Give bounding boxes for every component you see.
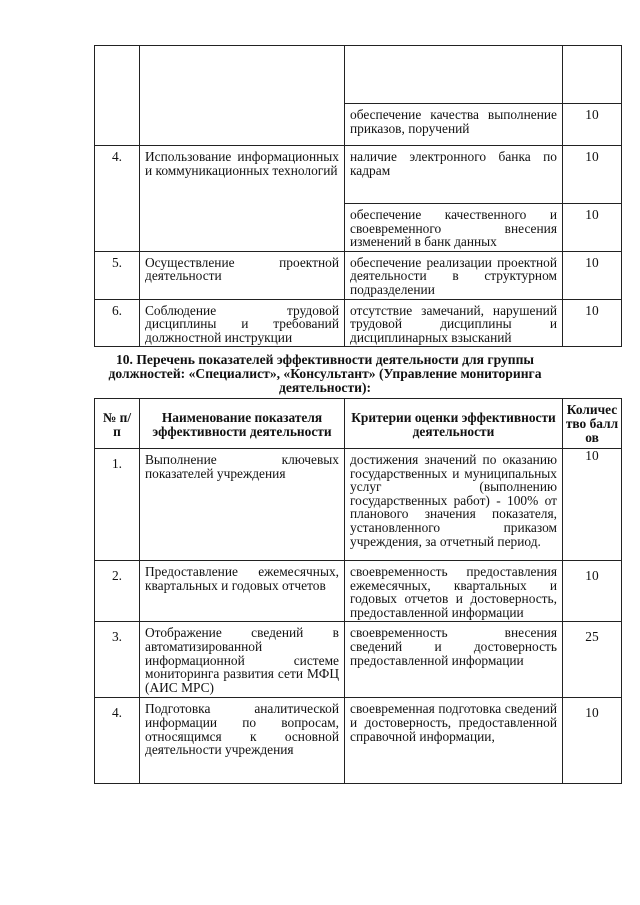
table-row	[95, 449, 622, 561]
score-cell: 10	[563, 449, 622, 561]
table-row	[95, 561, 622, 622]
row-number: 4.	[95, 146, 140, 252]
criteria-cell: обеспечение реализации проектной деятельности в структурном подразделении	[345, 251, 563, 299]
header-name: Наименование показателя эффективности деятельности	[140, 399, 345, 449]
table-row	[95, 251, 622, 299]
row-number: 6.	[95, 299, 140, 347]
criteria-cell: наличие электронного банка по кадрам	[345, 146, 563, 204]
row-number: 2.	[95, 561, 140, 622]
criteria-cell	[345, 46, 563, 104]
score-cell: 10	[563, 104, 622, 146]
row-number: 3.	[95, 622, 140, 698]
criteria-cell: своевременная подготовка сведений и достоверность, предоставленной справочной информации,	[345, 698, 563, 784]
score-cell: 10	[563, 299, 622, 347]
criteria-cell: своевременность внесения сведений и достоверность предоставленной информации	[345, 622, 563, 698]
table-header-row	[95, 399, 622, 449]
row-number: 1.	[95, 449, 140, 561]
score-cell: 10	[563, 204, 622, 252]
score-cell: 25	[563, 622, 622, 698]
indicator-name: Соблюдение трудовой дисциплины и требований должностной инструкции	[140, 299, 345, 347]
header-num: № п/п	[95, 399, 140, 449]
table-row	[95, 622, 622, 698]
criteria-cell: отсутствие замечаний, нарушений трудовой дисциплины и дисциплинарных взысканий	[345, 299, 563, 347]
criteria-cell: обеспечение качественного и своевременного внесения изменений в банк данных	[345, 204, 563, 252]
indicator-name: Отображение сведений в автоматизированной информационной системе мониторинга развития сети МФЦ (АИС МРС)	[140, 622, 345, 698]
kpi-table-continued	[94, 45, 622, 347]
row-number: 4.	[95, 698, 140, 784]
criteria-cell: своевременность предоставления ежемесячных, квартальных и годовых отчетов и достоверность, предоставленной информации	[345, 561, 563, 622]
score-cell: 10	[563, 698, 622, 784]
header-score: Количество баллов	[563, 399, 622, 449]
criteria-cell: обеспечение качества выполнение приказов, поручений	[345, 104, 563, 146]
indicator-name: Осуществление проектной деятельности	[140, 251, 345, 299]
row-number	[95, 46, 140, 146]
score-cell: 10	[563, 251, 622, 299]
criteria-cell: достижения значений по оказанию государственных и муниципальных услуг (выполнению государственных работ) - 100% от планового значения показателя, установленного приказом учреждения, за отчетный период.	[345, 449, 563, 561]
indicator-name: Использование информационных и коммуникационных технологий	[140, 146, 345, 252]
header-criteria: Критерии оценки эффективности деятельности	[345, 399, 563, 449]
score-cell: 10	[563, 561, 622, 622]
table-row	[95, 46, 622, 104]
indicator-name	[140, 46, 345, 146]
kpi-table-specialist	[94, 398, 622, 784]
indicator-name: Подготовка аналитической информации по вопросам, относящимся к основной деятельности учреждения	[140, 698, 345, 784]
table-row	[95, 299, 622, 347]
score-cell: 10	[563, 146, 622, 204]
section-title: 10. Перечень показателей эффективности деятельности для группы должностей: «Специалист», «Консультант» (Управление мониторинга деятельности):	[108, 352, 542, 395]
score-cell	[563, 46, 622, 104]
table-row	[95, 698, 622, 784]
indicator-name: Предоставление ежемесячных, квартальных и годовых отчетов	[140, 561, 345, 622]
table-row	[95, 146, 622, 204]
row-number: 5.	[95, 251, 140, 299]
indicator-name: Выполнение ключевых показателей учреждения	[140, 449, 345, 561]
